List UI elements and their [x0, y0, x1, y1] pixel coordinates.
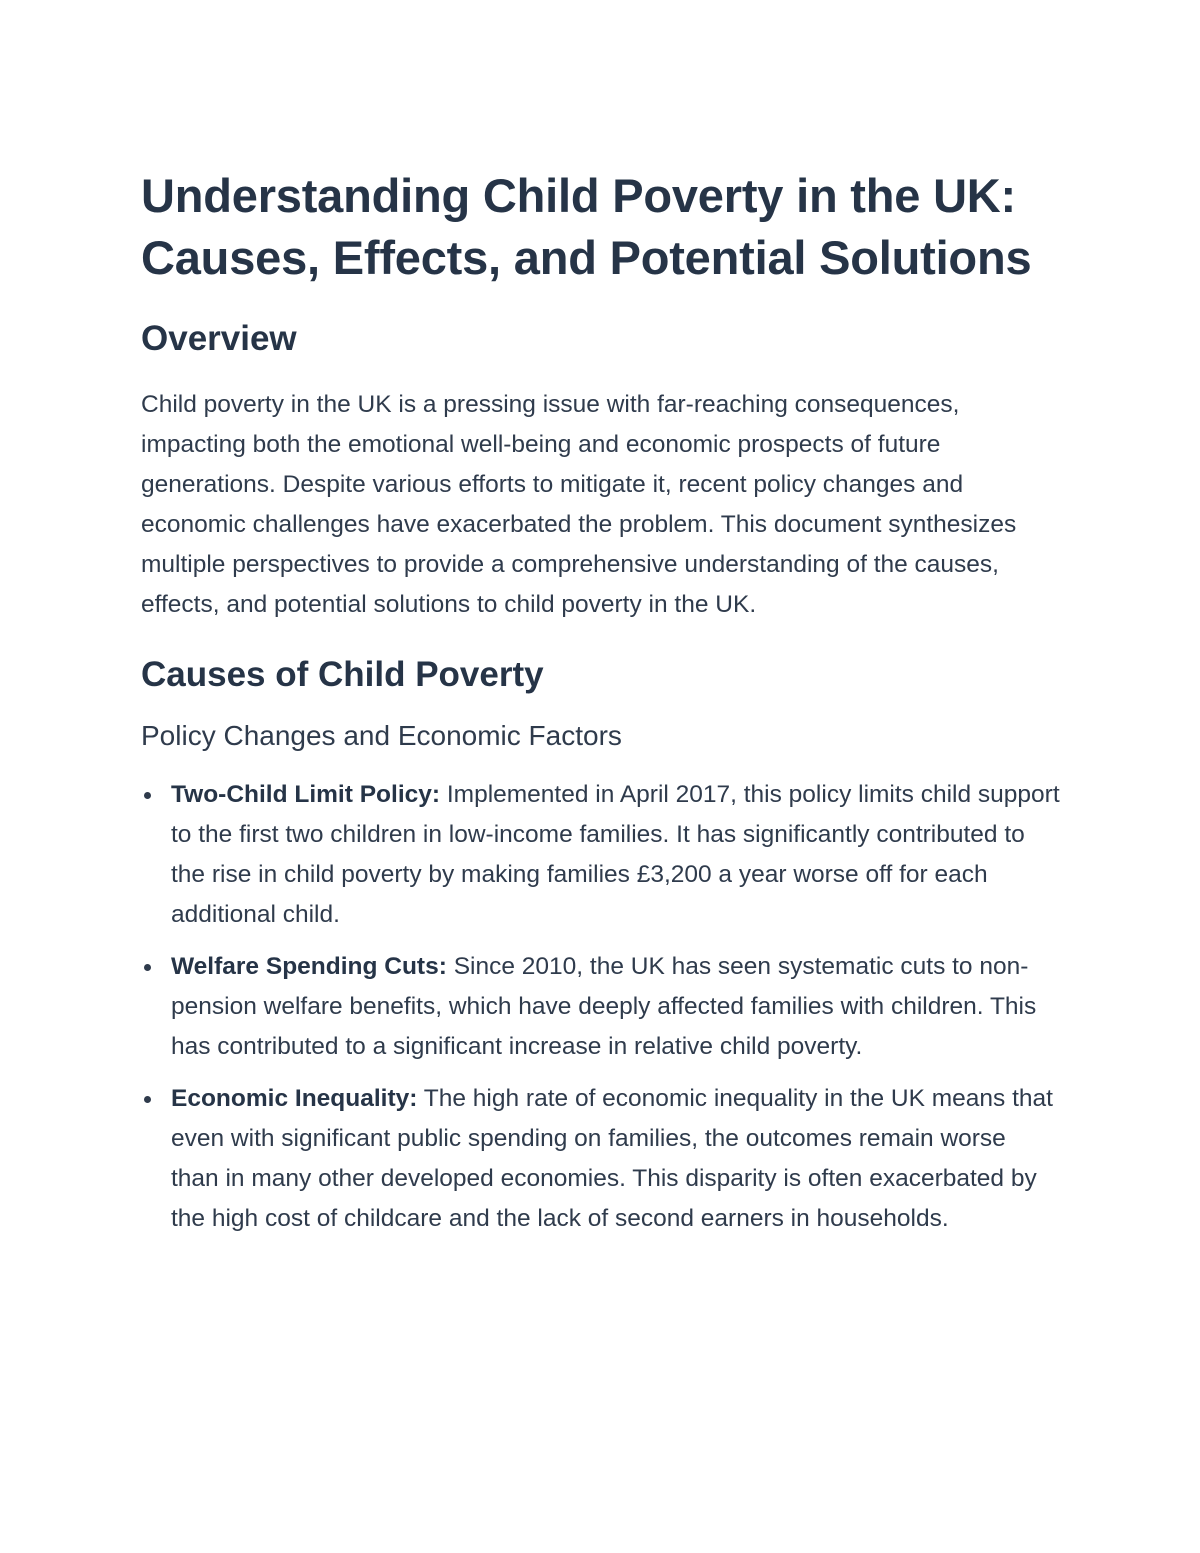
- list-item-text: Implemented in April 2017, this policy limits child support to the first two children in low-income families. It has significantly contributed to the rise in child poverty by making families £3,200 a year worse off for each additional child.: [171, 781, 1060, 928]
- list-item-term: Two-Child Limit Policy:: [171, 781, 441, 808]
- policy-subheading: Policy Changes and Economic Factors: [141, 720, 622, 751]
- list-item-term: Welfare Spending Cuts:: [171, 953, 447, 980]
- list-item: [141, 775, 1060, 935]
- overview-paragraph: Child poverty in the UK is a pressing issue with far-reaching consequences, impacting both the emotional well-being and economic prospects of future generations. Despite various efforts to mitigate it, recent policy changes and economic challenges have exacerbated the problem. This document synthesizes multiple perspectives to provide a comprehensive understanding of the causes, effects, and potential solutions to child poverty in the UK.: [141, 391, 1017, 618]
- list-item: [141, 947, 1060, 1067]
- bullet-icon: [144, 964, 151, 971]
- list-item: [141, 1079, 1060, 1239]
- list-item-term: Economic Inequality:: [171, 1085, 418, 1112]
- list-item-text: The high rate of economic inequality in the UK means that even with significant public spending on families, the outcomes remain worse than in many other developed economies. This disparity is often exacerbated by the high cost of childcare and the lack of second earners in households.: [171, 1085, 1053, 1232]
- bullet-icon: [144, 792, 151, 799]
- document-title: Understanding Child Poverty in the UK: Causes, Effects, and Potential Solutions: [141, 169, 1032, 284]
- list-item-text: Since 2010, the UK has seen systematic cuts to non-pension welfare benefits, which have deeply affected families with children. This has contributed to a significant increase in relative child poverty.: [171, 953, 1037, 1060]
- causes-heading: Causes of Child Poverty: [141, 655, 544, 694]
- overview-heading: Overview: [141, 319, 297, 358]
- causes-list: [141, 775, 1060, 1239]
- bullet-icon: [144, 1096, 151, 1103]
